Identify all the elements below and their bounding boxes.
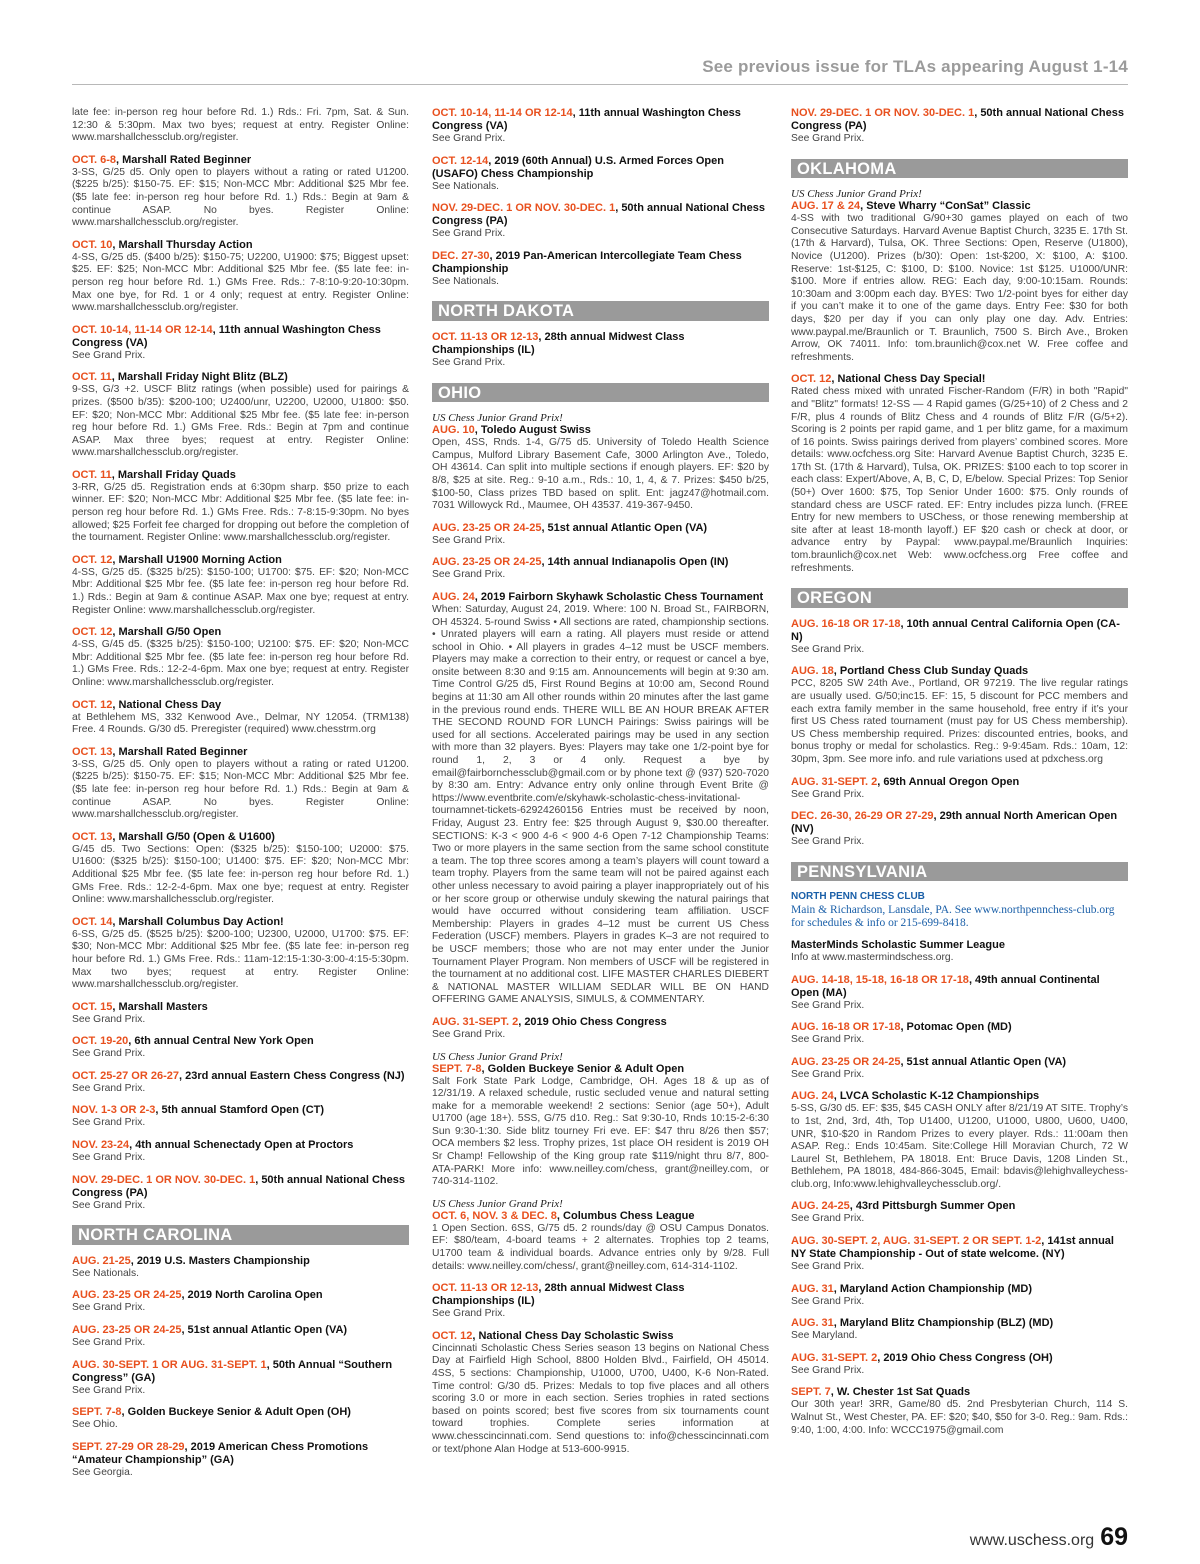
- event-details: See Grand Prix.: [432, 133, 506, 144]
- event-dates: OCT. 13: [72, 745, 113, 758]
- event-title: [791, 373, 1128, 386]
- event-listing: [791, 1021, 1128, 1047]
- event-dates: OCT. 19-20: [72, 1035, 129, 1048]
- event-dates: AUG. 23-25 OR 24-25: [791, 1055, 901, 1068]
- event-name: , 4th annual Schenectady Open at Proctors: [129, 1139, 354, 1152]
- event-listing: [72, 626, 409, 689]
- header-title: See previous issue for TLAs appearing August 1-14: [702, 57, 1128, 76]
- event-dates: AUG. 30-SEPT. 1 OR AUG. 31-SEPT. 1: [72, 1358, 267, 1371]
- event-details: See Grand Prix.: [72, 1384, 146, 1396]
- event-details: See Grand Prix.: [791, 133, 865, 144]
- event-details: Open, 4SS, Rnds. 1-4, G/75 d5. University of Toledo Health Science Campus, Mulford Library Basement Cafe, 3000 Arlington Ave., Toledo, OH 43614. Can split into multiple sections if enough players. EF: $20 by 8/8, $25 at site. Reg.: 9-10 a.m., Rds.: 10, 1, 4, & 7. Prizes: $450 b/25, $100-50, Class prizes TBD based on split. Ent: jagz47@hotmail.com. 7031 Willowyck Rd., Maumee, OH 43537. 419-367-9450.: [432, 437, 769, 512]
- event-name: , Marshall Masters: [112, 1000, 208, 1013]
- event-dates: NOV. 29-DEC. 1 OR NOV. 30-DEC. 1: [432, 202, 616, 215]
- junior-grand-prix-tag: US Chess Junior Grand Prix!: [432, 1197, 563, 1210]
- event-dates: AUG. 23-25 OR 24-25: [432, 521, 542, 534]
- event-listing: [791, 939, 1128, 965]
- club-name: NORTH PENN CHESS CLUB: [791, 891, 925, 903]
- event-name: , 23rd annual Eastern Chess Congress (NJ): [179, 1069, 405, 1082]
- junior-grand-prix-tag: US Chess Junior Grand Prix!: [432, 412, 563, 425]
- event-dates: SEPT. 27-29 OR 28-29: [72, 1440, 185, 1453]
- page-footer: [970, 1523, 1128, 1552]
- event-dates: AUG. 17 & 24: [791, 200, 861, 213]
- event-details: G/45 d5. Two Sections: Open: ($325 b/25): $150-100; U2000: $75. U1600: ($325 b/25): $150-100; U1400: $75. EF: $20; Non-MCC Mbr: Additional $25 Mbr fee. ($5 late fee: in-person reg hour before Rd. 1.) GMs Free. Rds.: 12-2-4-6pm. Max one bye; request at entry. Register Online: www.marshallchessclub.org/register.: [72, 843, 409, 906]
- event-name: , 6th annual Central New York Open: [128, 1035, 314, 1048]
- event-name: , 10th annual Central California Open (CA-N): [791, 617, 1120, 643]
- event-name: , W. Chester 1st Sat Quads: [830, 1386, 971, 1399]
- event-name: , 2019 Pan-American Intercollegiate Team Chess Championship: [432, 249, 742, 275]
- footer-site[interactable]: www.uschess.org: [969, 1532, 1095, 1549]
- event-dates: AUG. 10: [432, 424, 475, 437]
- event-listing: [72, 1070, 409, 1096]
- event-title: [432, 1016, 769, 1029]
- event-name: , 29th annual North American Open (NV): [791, 810, 1118, 836]
- event-listing: [72, 324, 409, 363]
- event-title: [791, 200, 1128, 213]
- event-listing: [791, 1200, 1128, 1226]
- event-dates: NOV. 1-3 OR 2-3: [72, 1104, 156, 1117]
- event-title: [791, 1386, 1128, 1399]
- event-name: , 28th annual Midwest Class Championships (IL): [432, 330, 685, 356]
- event-name: , Golden Buckeye Senior & Adult Open (OH): [121, 1406, 351, 1419]
- event-title: [432, 591, 769, 604]
- event-listing: [72, 154, 409, 230]
- event-name: , 50th annual National Chess Congress (PA): [72, 1173, 405, 1199]
- event-listing: [72, 469, 409, 545]
- event-dates: DEC. 26-30, 26-29 OR 27-29: [791, 810, 934, 823]
- event-details: See Grand Prix.: [72, 1082, 146, 1094]
- event-listing: [72, 1406, 409, 1432]
- event-dates: OCT. 13: [72, 830, 113, 843]
- event-listing: [791, 776, 1128, 802]
- event-title: [72, 1174, 409, 1200]
- event-details: See Grand Prix.: [72, 1199, 146, 1211]
- event-title: [72, 1359, 409, 1385]
- event-title: [72, 469, 409, 482]
- event-details: 9-SS, G/3 +2. USCF Blitz ratings (when possible) used for pairings & prizes. ($500 b/35): $200-100; U2400/unr, U2200, U2000, U1800: $50. EF: $20; Non-MCC Mbr: Additional $25 Mbr fee. ($5 late fee: in-person reg hour before Rd. 1.) GMs Free. Rds.: Begin at 7pm and continue ASAP. Max three byes; request at entry. Register Online: www.marshallchessclub.org/register.: [72, 384, 409, 459]
- event-title: [432, 107, 769, 133]
- event-name: , 49th annual Continental Open (MA): [791, 973, 1100, 999]
- state-heading: OKLAHOMA: [791, 159, 1128, 179]
- event-title: [432, 155, 769, 181]
- event-details: See Nationals.: [72, 1267, 139, 1279]
- event-listing: [432, 591, 769, 1007]
- event-details: See Grand Prix.: [432, 534, 506, 546]
- event-dates: AUG. 24-25: [791, 1200, 850, 1213]
- event-listing: [72, 1174, 409, 1213]
- event-name: MasterMinds Scholastic Summer League: [791, 938, 1005, 951]
- event-dates: OCT. 11-13 OR 12-13: [432, 1282, 539, 1295]
- event-name: , Potomac Open (MD): [900, 1021, 1012, 1034]
- event-name: , 50th annual National Chess Congress (PA): [791, 107, 1124, 132]
- event-name: , Marshall Columbus Day Action!: [112, 915, 284, 928]
- event-title: [72, 699, 409, 712]
- event-dates: OCT. 12: [791, 373, 832, 386]
- state-heading: PENNSYLVANIA: [791, 862, 1128, 882]
- event-title: [791, 1283, 1128, 1296]
- event-details: See Grand Prix.: [791, 1261, 865, 1273]
- event-dates: OCT. 10: [72, 238, 113, 251]
- event-listing: [791, 1283, 1128, 1309]
- event-details: See Grand Prix.: [791, 1068, 865, 1080]
- event-name: , LVCA Scholastic K-12 Championships: [833, 1090, 1040, 1103]
- event-listing: [791, 810, 1128, 849]
- event-dates: AUG. 30-SEPT. 2, AUG. 31-SEPT. 2 OR SEPT. 1-2: [791, 1235, 1042, 1248]
- page-number: 69: [1100, 1523, 1128, 1551]
- event-title: [72, 1104, 409, 1117]
- event-name: , National Chess Day Special!: [831, 373, 986, 386]
- event-listing: [791, 1386, 1128, 1437]
- event-dates: AUG. 31-SEPT. 2: [432, 1015, 519, 1028]
- event-title: [432, 331, 769, 357]
- event-listing: [791, 1090, 1128, 1191]
- event-dates: SEPT. 7-8: [72, 1406, 122, 1419]
- event-details: See Georgia.: [72, 1466, 133, 1478]
- event-dates: AUG. 21-25: [72, 1254, 131, 1267]
- event-details: See Grand Prix.: [791, 1213, 865, 1225]
- event-name: , Marshall Rated Beginner: [116, 153, 252, 166]
- event-title: [72, 1035, 409, 1048]
- event-title: [72, 1070, 409, 1083]
- event-name: , 51st annual Atlantic Open (VA): [181, 1324, 348, 1337]
- event-title: [791, 1352, 1128, 1365]
- event-title: [432, 1282, 769, 1308]
- event-name: , Steve Wharry “ConSat” Classic: [860, 200, 1031, 213]
- event-listing: [791, 107, 1128, 146]
- event-listing: [432, 1330, 769, 1456]
- event-dates: AUG. 31: [791, 1282, 834, 1295]
- state-heading: NORTH DAKOTA: [432, 301, 769, 321]
- event-title: [791, 974, 1128, 1000]
- header-divider: [72, 84, 1128, 85]
- event-dates: AUG. 23-25 OR 24-25: [432, 556, 542, 569]
- event-name: , 2019 Ohio Chess Congress (OH): [877, 1351, 1053, 1364]
- event-listing: [72, 746, 409, 822]
- event-name: , Marshall U1900 Morning Action: [112, 553, 282, 566]
- event-listing: [432, 1198, 769, 1273]
- junior-grand-prix-tag: US Chess Junior Grand Prix!: [432, 1050, 563, 1063]
- event-dates: OCT. 15: [72, 1000, 113, 1013]
- event-name: , Maryland Blitz Championship (BLZ) (MD): [833, 1317, 1054, 1330]
- event-details: See Grand Prix.: [432, 1308, 506, 1320]
- event-details: 4-SS with two traditional G/90+30 games played on each of two Consecutive Saturdays. Harvard Avenue Baptist Church, 3235 E. 17th St. (17th & Harvard), Tulsa, OK. Three Sections: Open, Reserve (U1800), Novice (U1200). Prizes (b/30): Open: 1st-$200, X: $100, A: $100. Reserve: 1st-$125, C: $100, D: $100. Novice: 1st $125. U1000/UNR: $100. More if entries allow. REG: Each day, 9:00-10:15am. Rounds: 10:30am and 3:00pm each day. BYES: Two 1/2-point byes for either day if you can’t make it to one of the game days. Entry Fee: $30 for both days, $20 per day if you can only play one day. Adv. Entries: www.paypal.me/Braunlich or T. Braunlich, 7500 S. Birch Ave., Broken Arrow, OK 74011. Info: tom.braunlich@cox.net W. Free coffee and refreshments.: [791, 213, 1128, 363]
- event-listing: [432, 556, 769, 582]
- continued-text: late fee: in-person reg hour before Rd. 1.) Rds.: Fri. 7pm, Sat. & Sun. 12:30 & 5:30pm. Max two byes; request at entry. Register Online: www.marshallchessclub.org/register.: [72, 107, 409, 144]
- event-dates: AUG. 14-18, 15-18, 16-18 OR 17-18: [791, 973, 969, 986]
- event-title: [72, 1324, 409, 1337]
- event-listing: [72, 1035, 409, 1061]
- event-dates: AUG. 23-25 OR 24-25: [72, 1324, 182, 1337]
- event-name: , Marshall G/50 (Open & U1600): [112, 830, 275, 843]
- event-dates: AUG. 24: [791, 1090, 834, 1103]
- event-dates: SEPT. 7-8: [432, 1062, 482, 1075]
- event-dates: DEC. 27-30: [432, 249, 490, 262]
- event-name: , 2019 Fairborn Skyhawk Scholastic Chess Tournament: [474, 590, 764, 603]
- club-listing: [791, 891, 1128, 930]
- event-title: [72, 154, 409, 167]
- event-name: , Marshall G/50 Open: [112, 626, 222, 639]
- event-listing: [72, 371, 409, 460]
- event-title: [432, 1210, 769, 1223]
- event-listing: [72, 1359, 409, 1398]
- event-details: Our 30th year! 3RR, Game/80 d5. 2nd Presbyterian Church, 114 S. Walnut St., West Chester, PA. EF: $20; $40, $50 for 3-0. Reg.: 9am. Rds.: 9:40, 1:00, 4:00. Info: WCCC1975@gmail.com: [791, 1399, 1128, 1436]
- event-dates: OCT. 25-27 OR 26-27: [72, 1069, 179, 1082]
- event-details: 4-SS, G/25 d5. ($400 b/25): $150-75; U2200, U1900: $75; Biggest upset: $25. EF: $25; Non-MCC Mbr: Additional $25 Mbr fee. ($5 late fee: in-person reg hour before Rd. 1.) GMs Free. Rds.: 7-8:10-9:20-10:30pm. Max one bye, for Rd. 1 or 4 only; request at entry. Register Online: www.marshallchessclub.org/register.: [72, 251, 409, 314]
- column-2: [432, 107, 769, 1465]
- column-1: [72, 107, 409, 1488]
- event-title: [72, 746, 409, 759]
- event-name: , 2019 North Carolina Open: [181, 1289, 323, 1302]
- event-name: , Portland Chess Club Sunday Quads: [833, 665, 1029, 678]
- event-listing: [72, 239, 409, 315]
- event-listing: [432, 1051, 769, 1189]
- event-title: [72, 831, 409, 844]
- event-details: See Grand Prix.: [791, 1364, 865, 1376]
- event-listing: [791, 1317, 1128, 1343]
- event-listing: [791, 618, 1128, 657]
- event-name: , 5th annual Stamford Open (CT): [155, 1104, 325, 1117]
- event-name: , 2019 (60th Annual) U.S. Armed Forces Open (USAFO) Chess Championship: [432, 154, 724, 180]
- event-dates: NOV. 29-DEC. 1 OR NOV. 30-DEC. 1: [72, 1173, 256, 1186]
- event-title: [72, 554, 409, 567]
- event-listing: [432, 250, 769, 289]
- event-dates: AUG. 23-25 OR 24-25: [72, 1289, 182, 1302]
- event-listing: [432, 1016, 769, 1042]
- event-details: Rated chess mixed with unrated Fischer-Random (F/R) in both "Rapid" and "Blitz" formats! 12-SS — 4 Rapid games (G/25+10) of 2 Chess and 2 F/R, plus 4 rounds of Blitz Chess and 4 rounds of Blitz F/R (G/5+2). Scoring is 2 points per rapid game, and 1 per blitz game, for a maximum of 16 points. Swiss pairings derived from players’ combined scores. More details: www.ocfchess.org Site: Harvard Avenue Baptist Church, 3235 E. 17th St. (17th & Harvard), Tulsa, OK. PRIZES: $100 each to top scorer in each class: Expert/Above, A, B, C, D, E/below. Special Prizes: Top Senior (50+) Over 1600: $75, Top Senior Under 1600: $75. Only rounds of standard chess are USCF rated. EF: Entry includes pizza lunch. (FREE Entry for new members to USChess, or those renewing membership at site after at least 18-month layoff.) EF $20 cash or check at door, or advance entry by Paypal: www.paypal.me/Braunlich Inquiries: tom.braunlich@cox.net Web: www.ocfchess.org Free coffee and refreshments.: [791, 386, 1128, 574]
- club-details: Main & Richardson, Lansdale, PA. See www.northpennchess-club.org for schedules & info or 215-699-8418.: [791, 903, 1115, 929]
- event-name: , 2019 American Chess Promotions “Amateur Championship” (GA): [72, 1440, 369, 1466]
- event-listing: [72, 1441, 409, 1480]
- event-listing: [72, 1289, 409, 1315]
- event-dates: AUG. 24: [432, 590, 475, 603]
- event-name: , 51st annual Atlantic Open (VA): [541, 521, 708, 534]
- event-title: [72, 1289, 409, 1302]
- event-dates: OCT. 14: [72, 915, 113, 928]
- event-title: [72, 1001, 409, 1014]
- event-details: See Grand Prix.: [791, 1295, 865, 1307]
- event-dates: OCT. 10-14, 11-14 OR 12-14: [72, 323, 213, 336]
- event-title: [432, 522, 769, 535]
- event-details: See Grand Prix.: [791, 1034, 865, 1046]
- event-listing: [72, 1139, 409, 1165]
- event-title: [791, 1317, 1128, 1330]
- event-details: 3-SS, G/25 d5. Only open to players without a rating or rated U1200. ($225 b/25): $150-75. EF: $15; Non-MCC Mbr: Additional $25 Mbr fee. ($5 late fee: in-person reg hour before Rd. 1.) Rds.: Begin at 9am & continue ASAP. No byes. Register Online: www.marshallchessclub.org/register.: [72, 166, 409, 229]
- event-details: See Grand Prix.: [72, 1302, 146, 1314]
- event-name: , 2019 Ohio Chess Congress: [518, 1015, 667, 1028]
- state-heading: OREGON: [791, 588, 1128, 608]
- event-details: See Grand Prix.: [432, 356, 506, 368]
- event-title: [432, 1063, 769, 1076]
- event-listing: [72, 831, 409, 907]
- event-listing: [72, 699, 409, 737]
- event-dates: NOV. 23-24: [72, 1139, 130, 1152]
- event-details: See Grand Prix.: [791, 643, 865, 655]
- event-title: [432, 250, 769, 276]
- event-dates: OCT. 11-13 OR 12-13: [432, 330, 539, 343]
- event-title: [791, 1200, 1128, 1213]
- event-details: See Grand Prix.: [72, 1117, 146, 1129]
- event-dates: SEPT. 7: [791, 1386, 831, 1399]
- event-name: , National Chess Day Scholastic Swiss: [472, 1329, 674, 1342]
- event-name: , Marshall Friday Quads: [111, 468, 236, 481]
- event-dates: OCT. 10-14, 11-14 OR 12-14: [432, 107, 573, 119]
- event-details: 1 Open Section. 6SS, G/75 d5. 2 rounds/day @ OSU Campus Donatos. EF: $80/team, 4-board teams + 2 alternates. Trophies top 2 teams, U1700 team & individual boards. Advance entries only by 9/28. Full details: www.neilley.com/chess/, grant@neilley.com, 614-314-1102.: [432, 1222, 769, 1272]
- event-dates: NOV. 29-DEC. 1 OR NOV. 30-DEC. 1: [791, 107, 975, 119]
- event-details: See Grand Prix.: [72, 349, 146, 361]
- event-title: [791, 1090, 1128, 1103]
- event-title: [791, 939, 1128, 952]
- event-name: , Maryland Action Championship (MD): [833, 1282, 1033, 1295]
- event-title: [72, 324, 409, 350]
- state-heading: OHIO: [432, 383, 769, 403]
- event-details: 3-RR, G/25 d5. Registration ends at 6:30pm sharp. $50 prize to each winner. EF: $20; Non-MCC Mbr: Additional $25 Mbr fee. ($5 late fee: in-person reg hour before Rd. 1.) GMs Free. Rds.: 7-8:15-9:30pm. No byes allowed; $25 Forfeit fee charged for dropping out before the completion of the tournament. Register Online: www.marshallchessclub.org/register.: [72, 481, 409, 544]
- event-listing: [791, 188, 1128, 364]
- event-details: PCC, 8205 SW 24th Ave., Portland, OR 97219. The live regular ratings are usually used. G/50;inc15. EF: 15, 5 discount for PCC members and each extra family member in the same household, free entry if it’s your first US Chess rated tournament (must pay for US Chess membership). US Chess membership required. Prizes: discounted entries, books, and bonus trophy or medal for scholastics. Reg.: 9-9:45am. Rds.: 10am, 12: 30pm, 3pm. See more info. and rule variations used at pdxchess.org: [791, 678, 1128, 765]
- event-details: See Grand Prix.: [72, 1013, 146, 1025]
- event-title: [72, 371, 409, 384]
- event-details: 6-SS, G/25 d5. ($525 b/25): $200-100; U2300, U2000, U1700: $75. EF: $30; Non-MCC Mbr: Additional $25 Mbr fee. ($5 late fee: in-person reg hour before Rd. 1.) GMs Free. Rds.: 11am-12:15-1:30-3:00-4:15-5:30pm. Max two byes; request at entry. Register Online: www.marshallchessclub.org/register.: [72, 928, 409, 991]
- event-details: Salt Fork State Park Lodge, Cambridge, OH. Ages 18 & up as of 12/31/19. A relaxed schedule, rustic secluded venue and natural setting make for a memorable weekend! 2 sections: Senior (age 50+), Adult U1700 (age 18+). 5SS, G/75 d10. Reg.: Sat 9:30-10, Rnds 10:15-2-6:30 Sun 9:30-1:30. Side blitz tourney Fri eve. EF: $47 thru 8/26 then $57; OCA members $2 less. Trophy prizes, 1st place OH resident is 2019 OH Sr Champ! Fellowship of the King group rate $119/night thru 8/7, 800-ATA-PARK! More info: www.neilley.com/chess, grant@neilley.com, or 740-314-1102.: [432, 1075, 769, 1188]
- event-dates: OCT. 12-14: [432, 154, 489, 167]
- event-title: [791, 1056, 1128, 1069]
- event-name: , Marshall Thursday Action: [112, 238, 253, 251]
- event-dates: AUG. 16-18 OR 17-18: [791, 617, 901, 630]
- event-listing: [72, 1104, 409, 1130]
- event-title: [72, 1441, 409, 1467]
- event-dates: AUG. 31: [791, 1317, 834, 1330]
- event-name: , 141st annual NY State Championship - Out of state welcome. (NY): [791, 1235, 1114, 1261]
- event-title: [791, 1235, 1128, 1261]
- event-details: See Ohio.: [72, 1419, 118, 1431]
- event-name: , Golden Buckeye Senior & Adult Open: [481, 1062, 685, 1075]
- event-title: [72, 916, 409, 929]
- event-listing: [791, 665, 1128, 766]
- event-title: [72, 1406, 409, 1419]
- event-details: See Grand Prix.: [791, 788, 865, 800]
- event-dates: AUG. 31-SEPT. 2: [791, 1351, 878, 1364]
- event-name: , 28th annual Midwest Class Championships (IL): [432, 1282, 685, 1308]
- event-title: [791, 776, 1128, 789]
- event-details: See Grand Prix.: [432, 228, 506, 240]
- event-title: [72, 239, 409, 252]
- event-title: [791, 1021, 1128, 1034]
- event-name: , 43rd Pittsburgh Summer Open: [849, 1200, 1016, 1213]
- event-name: , Marshall Friday Night Blitz (BLZ): [111, 371, 288, 384]
- event-listing: [432, 412, 769, 513]
- column-3: [791, 107, 1128, 1446]
- junior-grand-prix-tag: US Chess Junior Grand Prix!: [791, 188, 922, 201]
- event-listing: [791, 974, 1128, 1013]
- event-listing: [432, 202, 769, 241]
- event-details: See Grand Prix.: [791, 836, 865, 848]
- event-details: See Maryland.: [791, 1330, 858, 1342]
- event-dates: OCT. 11: [72, 468, 112, 481]
- event-details: See Grand Prix.: [72, 1048, 146, 1060]
- event-details: at Bethlehem MS, 332 Kenwood Ave., Delmar, NY 12054. (TRM138) Free. 4 Rounds. G/30 d5. Preregister (required) www.chesstrm.org: [72, 711, 409, 736]
- event-name: , Columbus Chess League: [556, 1209, 695, 1222]
- event-name: , 11th annual Washington Chess Congress (VA): [432, 107, 741, 132]
- event-name: , 50th Annual “Southern Congress” (GA): [72, 1358, 393, 1384]
- event-dates: OCT. 12: [72, 553, 113, 566]
- event-listing: [72, 1324, 409, 1350]
- event-details: See Grand Prix.: [791, 999, 865, 1011]
- event-title: [791, 810, 1128, 836]
- event-name: , 14th annual Indianapolis Open (IN): [541, 556, 729, 569]
- event-dates: OCT. 6, NOV. 3 & DEC. 8: [432, 1209, 557, 1222]
- event-dates: OCT. 12: [72, 626, 113, 639]
- event-title: [432, 202, 769, 228]
- event-name: , 69th Annual Oregon Open: [877, 775, 1020, 788]
- event-details: See Nationals.: [432, 275, 499, 287]
- event-details: 4-SS, G/45 d5. ($325 b/25): $150-100; U2100: $75. EF: $20; Non-MCC Mbr: Additional $25 Mbr fee. ($5 late fee: in-person reg hour before Rd. 1.) GMs Free. Rds.: 12-2-4-6pm. Max one bye; request at entry. Register Online: www.marshallchessclub.org/register.: [72, 639, 409, 688]
- event-title: [791, 665, 1128, 678]
- event-listing: [72, 1255, 409, 1281]
- event-name: , 50th annual National Chess Congress (PA): [432, 202, 765, 228]
- event-details: See Grand Prix.: [432, 1028, 506, 1040]
- event-title: [72, 626, 409, 639]
- event-listing: [432, 1282, 769, 1321]
- event-listing: [791, 1352, 1128, 1378]
- event-title: [432, 1330, 769, 1343]
- event-listing: [432, 155, 769, 194]
- state-heading: NORTH CAROLINA: [72, 1225, 409, 1245]
- event-details: When: Saturday, August 24, 2019. Where: 100 N. Broad St., FAIRBORN, OH 45324. 5-round Swiss • All sections are rated, championship sections. • Unrated players will earn a rating. All players must reside or attend school in Ohio. • All players in grades 4–12 must be USCF members. Players may make a correction to their entry, or request or cancel a bye, onsite between 8:30 and 9:15 am. Announcements will begin at 9:30 am. Time Control G/25 d5, First Round Begins at 10:00 am, Second Round begins at 11:30 am All other rounds within 20 minutes after the last game in the previous round ends. THERE WILL BE AN HOUR BREAK AFTER THE SECOND ROUND FOR LUNCH Pairings: Swiss pairings will be used for all sections. Accelerated pairings may be used in any section with more than 32 players. Byes: Players may take one 1/2-point bye for round 1, 2, 3 or 4 only. Request a bye by email@fairbornchessclub@gmail.com or by phone text @ (937) 520-7020 by 8:30 am. Entry: Advance entry only online through Event Brite @ https://www.eventbrite.com/e/skyhawk-scholastic-chess-invitational-tournamnet-tickets-62924260156 Entries must be received by noon, Friday, August 23. Entry fee: $25 through August 9, $30.00 thereafter. SECTIONS: K-3 < 900 4-6 < 900 4-6 Open 7-12 Championship Teams: Two or more players in the same section from the same school constitute a team. The top three scores among a team’s players will count toward a team trophy. Players from the same team will not be paired against each other unless necessary to avoid pairing a player inappropriately out of his or her score group or otherwise unduly skewing the natural pairings that would have occurred without considering team affiliation. USCF Membership: Players in grades 4–12 must be current US Chess Federation (USCF) members. Players in grades K–3 are not required to be USCF members; those who are not may enter under the Junior Tournament Player Program. Non members of USCF will be registered in the tournament at no additional cost. LIFE MASTER CHARLES DIEBERT & NATIONAL MASTER WILLIAM SEDLAR WILL BE ON HAND OFFERING GAME ANALYSIS, SIMULS, & COMMENTARY.: [432, 603, 769, 1006]
- event-dates: OCT. 12: [432, 1329, 473, 1342]
- event-name: , 11th annual Washington Chess Congress (VA): [72, 323, 381, 349]
- event-dates: OCT. 12: [72, 698, 113, 711]
- event-dates: AUG. 31-SEPT. 2: [791, 775, 878, 788]
- event-details: 3-SS, G/25 d5. Only open to players without a rating or rated U1200. ($225 b/25): $150-75. EF: $15; Non-MCC Mbr: Additional $25 Mbr fee. ($5 late fee: in-person reg hour before Rd. 1.) Rds.: Begin at 9am & continue ASAP. No byes. Register Online: www.marshallchessclub.org/register.: [72, 758, 409, 821]
- event-dates: AUG. 18: [791, 665, 834, 678]
- event-details: See Grand Prix.: [432, 569, 506, 581]
- event-name: , 2019 U.S. Masters Championship: [130, 1254, 310, 1267]
- event-listing: [432, 107, 769, 146]
- event-listing: [432, 331, 769, 370]
- event-title: [72, 1139, 409, 1152]
- event-details: 5-SS, G/30 d5. EF: $35, $45 CASH ONLY after 8/21/19 AT SITE. Trophy’s to 1st, 2nd, 3rd, 4th, Top U1400, U1200, U1000, U800, U600, U400, UNR, $10-$20 in Random Prizes to every player. Rds.: 11:00am then ASAP. Reg.: Ends 10:45am. Site:College Hill Moravian Church, 72 W Laurel St, Bethlehem, PA 18018. Ent: Bruce Davis, 1208 Linden St., Bethlehem, PA 18018, 484-866-3045, Email: bdavis@lehighvalleychess-club.org, Info:www.lehighvalleychessclub.org/.: [791, 1103, 1128, 1190]
- event-name: , 51st annual Atlantic Open (VA): [900, 1055, 1067, 1068]
- event-listing: [432, 522, 769, 548]
- event-dates: AUG. 16-18 OR 17-18: [791, 1021, 901, 1034]
- event-dates: OCT. 6-8: [72, 153, 117, 166]
- event-listing: [72, 916, 409, 992]
- event-title: [72, 1255, 409, 1268]
- event-listing: [791, 373, 1128, 575]
- event-details: Info at www.mastermindschess.org.: [791, 951, 954, 963]
- event-title: [791, 618, 1128, 644]
- event-listing: [72, 1001, 409, 1027]
- event-details: See Grand Prix.: [72, 1152, 146, 1164]
- event-name: , National Chess Day: [112, 698, 222, 711]
- event-listing: [72, 554, 409, 617]
- event-listing: [791, 1056, 1128, 1082]
- event-name: , Marshall Rated Beginner: [112, 745, 248, 758]
- event-details: See Nationals.: [432, 180, 499, 192]
- event-title: [791, 107, 1128, 133]
- event-title: [432, 556, 769, 569]
- event-details: 4-SS, G/25 d5. ($325 b/25): $150-100; U1700: $75. EF: $20; Non-MCC Mbr: Additional $25 Mbr fee. ($5 late fee: in-person reg hour before Rd. 1.) Rds.: Begin at 9am & continue ASAP. Max one bye; request at entry. Register Online: www.marshallchessclub.org/register.: [72, 566, 409, 616]
- event-name: , Toledo August Swiss: [474, 424, 591, 437]
- event-title: [432, 424, 769, 437]
- event-details: See Grand Prix.: [72, 1337, 146, 1349]
- event-listing: [791, 1235, 1128, 1274]
- event-details: Cincinnati Scholastic Chess Series season 13 begins on National Chess Day at Fairfield High School, 8800 Holden Blvd., Fairfield, OH 45014. 4SS, 5 sections: Championship, U1000, U700, U400, K-6 Non-Rated. Time control: G/30 d5. Prizes: Medals to top five places and all others scoring 3.0 or more in each section. Series trophies in rated sections based on points scored; best five scores from six tournaments count toward trophies. Complete series information at www.chesscincinnati.com. Send questions to: info@chesscincinnati.com or text/phone Alan Hodge at 513-600-9915.: [432, 1342, 769, 1455]
- event-dates: OCT. 11: [72, 371, 112, 384]
